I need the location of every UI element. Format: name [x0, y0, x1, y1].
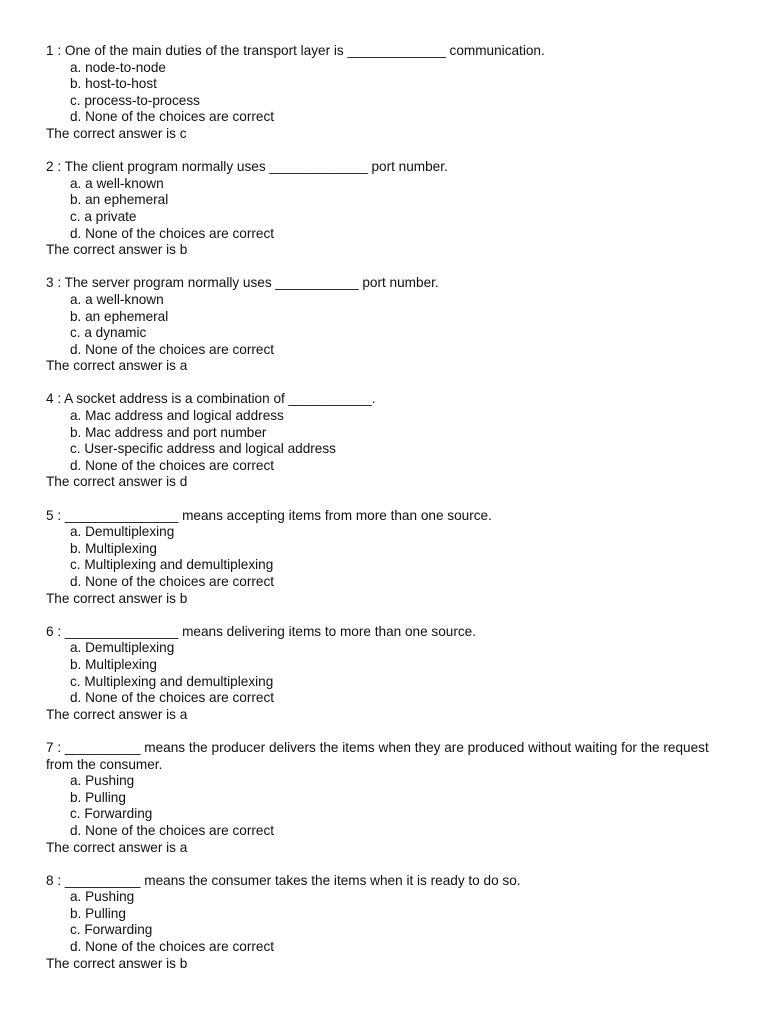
question-stem: 4 : A socket address is a combination of ___________. — [46, 391, 376, 407]
option-b: b. Multiplexing — [70, 656, 157, 672]
option-a: a. Pushing — [70, 889, 135, 905]
option-a: a. Demultiplexing — [70, 524, 175, 540]
option-d: d. None of the choices are correct — [70, 574, 275, 589]
option-c: c. Forwarding — [70, 922, 153, 938]
question-block — [46, 159, 726, 259]
option-d: d. None of the choices are correct — [70, 109, 275, 125]
option-a: a. Pushing — [70, 773, 135, 789]
option-c: c. process-to-process — [70, 92, 200, 108]
option-c: c. Multiplexing and demultiplexing — [70, 673, 274, 689]
option-d: d. None of the choices are correct — [70, 457, 275, 473]
correct-answer: The correct answer is b — [46, 242, 188, 258]
question-stem: 6 : _______________ means delivering items to more than one source. — [46, 623, 476, 639]
question-stem: 2 : The client program normally uses _____________ port number. — [46, 159, 448, 175]
option-d: d. None of the choices are correct — [70, 939, 275, 955]
question-block — [46, 391, 726, 491]
question-block — [46, 624, 726, 724]
quiz-document — [46, 43, 726, 989]
option-d: d. None of the choices are correct — [70, 822, 275, 838]
correct-answer: The correct answer is b — [46, 590, 188, 606]
option-b: b. Pulling — [70, 789, 126, 805]
question-stem: 3 : The server program normally uses ___________ port number. — [46, 275, 439, 291]
option-a: a. Demultiplexing — [70, 640, 175, 656]
option-list — [46, 292, 726, 358]
option-b: b. Mac address and port number — [70, 424, 267, 440]
option-list — [46, 176, 726, 242]
option-list — [46, 408, 726, 474]
option-a: a. a well-known — [70, 291, 164, 307]
question-stem: 1 : One of the main duties of the transport layer is _____________ communication. — [46, 43, 545, 58]
correct-answer: The correct answer is a — [46, 358, 188, 374]
question-block — [46, 275, 726, 375]
option-list — [46, 889, 726, 955]
question-stem: 7 : __________ means the producer delivers the items when they are produced without waiting for the request from the consumer. — [46, 739, 709, 772]
option-b: b. an ephemeral — [70, 308, 169, 324]
option-list — [46, 640, 726, 706]
question-stem: 8 : __________ means the consumer takes the items when it is ready to do so. — [46, 872, 521, 888]
question-block — [46, 508, 726, 608]
correct-answer: The correct answer is a — [46, 839, 188, 855]
correct-answer: The correct answer is c — [46, 125, 187, 141]
question-block — [46, 740, 726, 856]
option-c: c. a dynamic — [70, 325, 147, 341]
option-b: b. Multiplexing — [70, 540, 157, 556]
option-c: c. a private — [70, 208, 137, 224]
question-block — [46, 873, 726, 973]
option-b: b. an ephemeral — [70, 192, 169, 208]
option-a: a. Mac address and logical address — [70, 408, 284, 424]
correct-answer: The correct answer is d — [46, 474, 188, 490]
option-a: a. a well-known — [70, 175, 164, 191]
option-b: b. Pulling — [70, 905, 126, 921]
option-d: d. None of the choices are correct — [70, 341, 275, 357]
correct-answer: The correct answer is b — [46, 955, 188, 971]
option-b: b. host-to-host — [70, 76, 157, 92]
option-list — [46, 60, 726, 126]
option-d: d. None of the choices are correct — [70, 225, 275, 241]
option-d: d. None of the choices are correct — [70, 690, 275, 706]
question-stem: 5 : _______________ means accepting items from more than one source. — [46, 507, 492, 523]
correct-answer: The correct answer is a — [46, 706, 188, 722]
option-c: c. User-specific address and logical address — [70, 441, 336, 457]
option-a: a. node-to-node — [70, 59, 166, 75]
option-list — [46, 524, 726, 590]
question-block — [46, 43, 726, 143]
option-list — [46, 773, 726, 839]
option-c: c. Forwarding — [70, 806, 153, 822]
option-c: c. Multiplexing and demultiplexing — [70, 557, 274, 573]
